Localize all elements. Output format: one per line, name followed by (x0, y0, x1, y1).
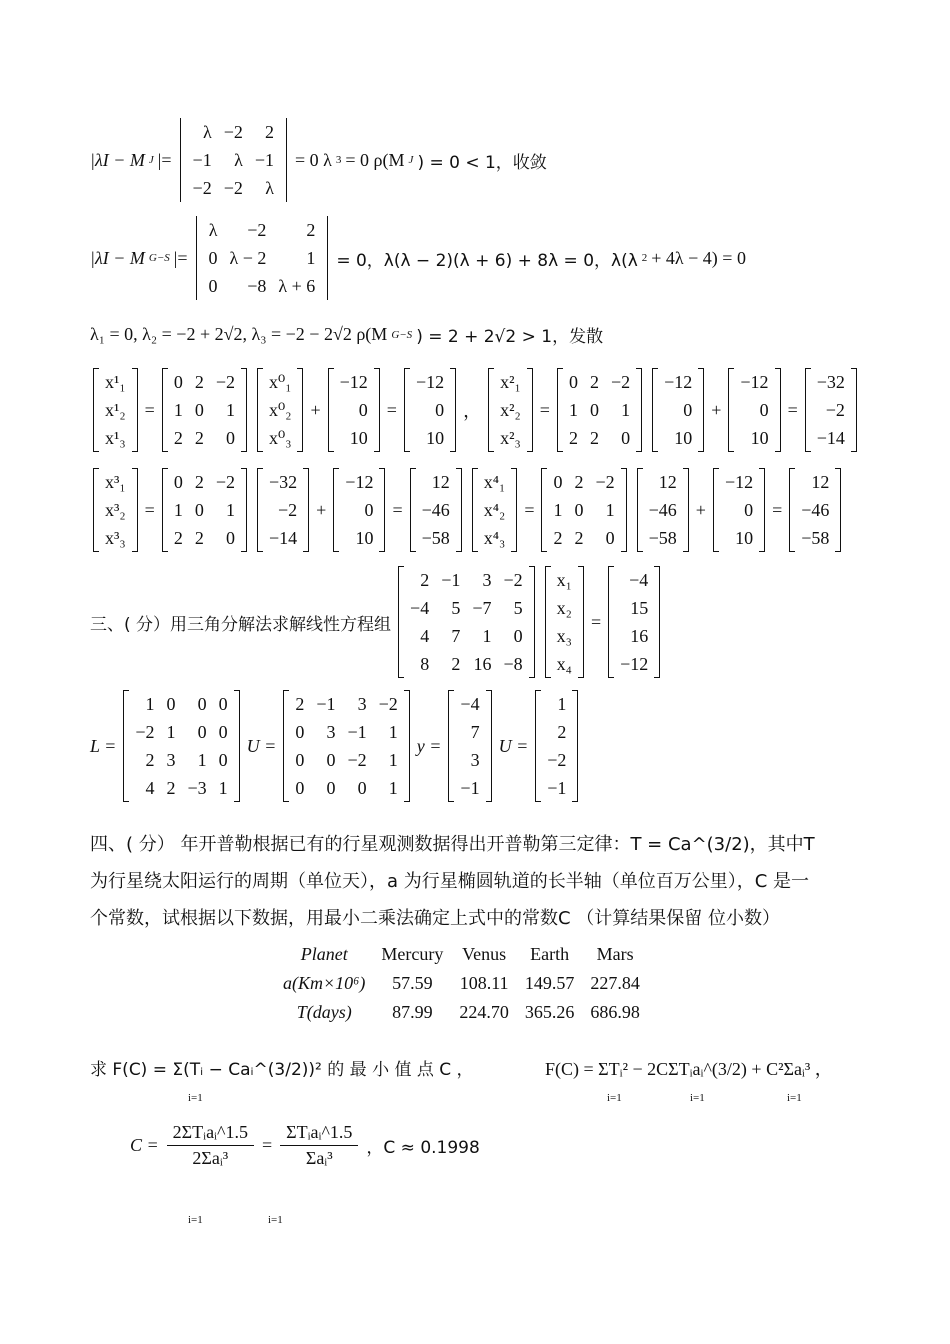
vector-cell: −12 (620, 653, 649, 674)
matrix-cell: 0 (326, 749, 336, 770)
matrix-cell: 3 (166, 749, 176, 770)
sol-expansion (545, 1055, 833, 1081)
matrix-cell: 2 (194, 527, 204, 548)
vector-cell: 12 (658, 471, 677, 492)
matrix-cell: 1 (482, 625, 492, 646)
matrix-cell: 1 (568, 399, 578, 420)
vector-cell: −14 (816, 427, 845, 448)
matrix-cell: 1 (145, 693, 155, 714)
matrix-cell: 2 (420, 569, 430, 590)
eq-mgs (90, 216, 746, 300)
vector-cell: x¹₂ (105, 399, 126, 420)
vector-cell: 12 (431, 471, 450, 492)
matrix-cell: 2 (145, 749, 155, 770)
matrix-cell: 0 (605, 527, 615, 548)
vector-cell: 0 (358, 399, 368, 420)
vector-cell: 10 (674, 427, 693, 448)
vector-cell: x⁰₃ (268, 427, 292, 448)
vector-cell: −12 (415, 371, 445, 392)
q3-label: 三、( 分）用三角分解法求解线性方程组 (90, 614, 392, 635)
y-label: y = (416, 735, 442, 756)
cell: −2 (192, 177, 212, 198)
q3-solution (90, 690, 581, 802)
vector-cell: x₂ (556, 597, 572, 618)
matrix-cell: 1 (225, 399, 235, 420)
matrix-cell: 0 (218, 721, 228, 742)
matrix-cell: 1 (605, 499, 615, 520)
operator: = (144, 399, 155, 420)
matrix-cell: −2 (503, 569, 523, 590)
matrix-cell: 0 (225, 527, 235, 548)
frac-2-den: Σaᵢ³ (305, 1148, 333, 1168)
vector-cell: −1 (547, 777, 567, 798)
vector-cell: x⁰₁ (268, 371, 292, 392)
cell: λ (202, 121, 212, 142)
planet-cell: Planet (300, 944, 348, 964)
vector-cell: 0 (683, 399, 693, 420)
matrix-cell: 0 (589, 399, 599, 420)
vec-r3 (410, 468, 462, 552)
sum-limit-1: i=1 (188, 1092, 203, 1104)
eq-mgs-rhs: = 0，λ(λ − 2)(λ + 6) + 8λ = 0，λ(λ (336, 250, 638, 271)
matrix-cell: −2 (215, 371, 235, 392)
matrix-cell: 1 (197, 749, 207, 770)
vector-cell: x₃ (556, 625, 572, 646)
cell: −1 (192, 149, 212, 170)
operator: + (695, 499, 706, 520)
vector-cell: −12 (345, 471, 374, 492)
q4-line3: 个常数，试根据以下数据，用最小二乘法确定上式中的常数C （计算结果保留 位小数） (90, 908, 781, 929)
matrix-cell: 0 (197, 693, 207, 714)
vec-x2-val (257, 468, 309, 552)
vector-cell: 12 (811, 471, 830, 492)
eigen-sub: G−S (391, 328, 413, 341)
sum-limit-4: i=1 (787, 1092, 802, 1104)
matrix-cell: −4 (410, 597, 430, 618)
matrix-cell: 0 (513, 625, 523, 646)
vector-cell: 10 (426, 427, 445, 448)
cell: λ − 2 (229, 247, 267, 268)
L-label: L = (90, 735, 117, 756)
vector-cell: −4 (460, 693, 480, 714)
matrix-cell: 2 (194, 371, 204, 392)
eq-mj-lhs: |λI − M (90, 149, 145, 170)
vector-cell: x⁴₁ (483, 471, 506, 492)
vector-cell: 15 (630, 597, 649, 618)
matrix-cell: 4 (420, 625, 430, 646)
matrix-cell: 2 (173, 427, 183, 448)
matrix-cell: −2 (135, 721, 155, 742)
vector-cell: x³₃ (105, 527, 126, 548)
matrix-cell: 3 (482, 569, 492, 590)
vec-solution (535, 690, 578, 802)
vector-cell: 7 (470, 721, 480, 742)
vector-cell: 0 (435, 399, 445, 420)
vector-cell: x²₁ (500, 371, 521, 392)
matrix-A (541, 468, 626, 552)
vector-cell: x⁴₃ (483, 527, 506, 548)
matrix-cell: 1 (388, 749, 398, 770)
vector-cell: −12 (724, 471, 754, 492)
vector-cell: −46 (421, 499, 450, 520)
vector-cell: x¹₃ (105, 427, 126, 448)
eq-mj (90, 118, 547, 202)
vec-x1 (93, 368, 138, 452)
matrix-cell: 8 (420, 653, 430, 674)
matrix-cell: −7 (472, 597, 492, 618)
matrix-cell: −8 (503, 653, 523, 674)
vector-cell: −1 (460, 777, 480, 798)
vector-cell: −4 (629, 569, 649, 590)
q4-text (90, 826, 870, 937)
eq-mj-rhs: = 0 λ (295, 149, 332, 170)
vec-b (713, 468, 765, 552)
vector-cell: −14 (268, 527, 298, 548)
matrix-cell: 16 (473, 653, 492, 674)
matrix-cell: 2 (194, 427, 204, 448)
matrix-cell: 1 (225, 499, 235, 520)
matrix-A (162, 368, 247, 452)
vector-cell: −58 (648, 527, 677, 548)
cell: 1 (306, 247, 316, 268)
vector-cell: x³₂ (105, 499, 126, 520)
vector-cell: x²₂ (500, 399, 521, 420)
cell: −2 (247, 219, 267, 240)
vector-cell: 10 (355, 527, 374, 548)
vector-cell: 10 (750, 427, 769, 448)
planet-cell: 365.26 (524, 1002, 575, 1022)
cell: −2 (223, 177, 243, 198)
matrix-cell: −2 (215, 471, 235, 492)
vec-y (448, 690, 491, 802)
matrix-cell: −1 (441, 569, 461, 590)
vector-cell: 3 (470, 749, 480, 770)
vector-cell: 10 (349, 427, 368, 448)
frac-1 (167, 1122, 254, 1169)
vector-cell: −12 (339, 371, 368, 392)
matrix-cell: 0 (295, 721, 305, 742)
matrix-cell: −2 (610, 371, 631, 392)
vec-r2 (805, 368, 857, 452)
operator: = (590, 611, 602, 632)
vec-r4 (789, 468, 841, 552)
matrix-cell: −1 (347, 721, 367, 742)
matrix-cell: 1 (388, 721, 398, 742)
matrix-cell: 1 (218, 777, 228, 798)
planet-cell: 686.98 (590, 1002, 640, 1022)
vec-q3-x (545, 566, 584, 678)
operator: = (524, 499, 535, 520)
matrix-L (123, 690, 239, 802)
planet-cell: Mercury (381, 944, 444, 964)
matrix-cell: 3 (357, 693, 367, 714)
c-lhs: C = (130, 1135, 159, 1155)
eq-mj-rhs3: ) = 0 < 1，收敛 (417, 152, 547, 173)
matrix-cell: −3 (187, 777, 207, 798)
sol-f: F(C) = ΣTᵢ² − 2CΣTᵢaᵢ^(3/2) + C²Σaᵢ³ ， (545, 1059, 833, 1079)
matrix-cell: 1 (173, 499, 183, 520)
matrix-cell: 1 (553, 499, 563, 520)
vector-cell: 0 (759, 399, 769, 420)
matrix-cell: 2 (574, 471, 584, 492)
vector-cell: 10 (735, 527, 754, 548)
eq-mj-rhs2: = 0 ρ(M (345, 149, 405, 170)
eq-mj-lhs2: |= (157, 149, 172, 170)
planet-cell: 108.11 (459, 973, 509, 993)
vector-cell: 0 (364, 499, 374, 520)
eq-mgs-lhs2: |= (173, 247, 188, 268)
sum-limit-5: i=1 (188, 1214, 203, 1226)
comma: ， (463, 401, 482, 421)
sum-limit-2: i=1 (607, 1092, 622, 1104)
vector-cell: −12 (664, 371, 693, 392)
vector-cell: 2 (557, 721, 567, 742)
vector-cell: x²₃ (500, 427, 521, 448)
eq-mgs-rhs2: + 4λ − 4) = 0 (651, 247, 746, 268)
planet-cell: Mars (596, 944, 634, 964)
cell: 0 (208, 275, 218, 296)
q4-line1: 四、( 分） 年开普勒根据已有的行星观测数据得出开普勒第三定律：T = Ca^(3/2)，其中T (90, 834, 815, 855)
vector-cell: −46 (801, 499, 830, 520)
det-mgs (196, 216, 329, 300)
planet-table (275, 940, 648, 1027)
sum-limit-6: i=1 (268, 1214, 283, 1226)
matrix-cell: 1 (621, 399, 631, 420)
eq-mj-sub: J (148, 154, 154, 166)
planet-cell: 149.57 (524, 973, 575, 993)
vec-x0 (257, 368, 304, 452)
matrix-cell: 4 (145, 777, 155, 798)
vec-x3-val (637, 468, 689, 552)
matrix-cell: 0 (621, 427, 631, 448)
sol-objective (90, 1055, 474, 1080)
U-label: U = (246, 735, 277, 756)
matrix-cell: 2 (451, 653, 461, 674)
matrix-cell: 0 (326, 777, 336, 798)
matrix-cell: −2 (595, 471, 615, 492)
matrix-cell: −2 (347, 749, 367, 770)
cell: λ (265, 177, 275, 198)
matrix-cell: 0 (295, 777, 305, 798)
vec-b (333, 468, 385, 552)
eq-mgs-lhs: |λI − M (90, 247, 145, 268)
vector-cell: −32 (268, 471, 298, 492)
planet-cell: 224.70 (459, 1002, 509, 1022)
cell: 2 (265, 121, 275, 142)
matrix-cell: 0 (357, 777, 367, 798)
matrix-cell: 0 (173, 471, 183, 492)
vector-cell: −2 (547, 749, 567, 770)
vec-b (328, 368, 380, 452)
q4-line2: 为行星绕太阳运行的周期（单位天），a 为行星椭圆轨道的长半轴（单位百万公里），C 是一 (90, 871, 810, 892)
cell: −2 (223, 121, 243, 142)
cell: −8 (247, 275, 267, 296)
vector-cell: −2 (825, 399, 845, 420)
eq-mj-sup: 3 (335, 154, 342, 166)
operator: = (144, 499, 155, 520)
vector-cell: x³₁ (105, 471, 126, 492)
frac-1-num: 2ΣTᵢaᵢ^1.5 (167, 1122, 254, 1146)
vec-r1 (404, 368, 456, 452)
matrix-U (283, 690, 409, 802)
planet-cell: a(Km×10⁶) (283, 973, 366, 993)
cell: 2 (306, 219, 316, 240)
matrix-cell: 2 (194, 471, 204, 492)
sol-q: 求 F(C) = Σ(Tᵢ − Caᵢ^(3/2))² 的 最 小 值 点 C ， (90, 1060, 474, 1080)
vector-cell: 0 (744, 499, 754, 520)
sol-c: C = $\frac{\text{2ΣTᵢaᵢ\textasciicircum{}1.5}}{\text{2Σaᵢ³}}$ = $\frac{\text{ΣTᵢaᵢ\textasciicircum{}1.5}}{\text{Σaᵢ³}}$ ，C ≈ 0.1998 (130, 1122, 480, 1168)
matrix-cell: 0 (218, 693, 228, 714)
matrix-cell: 0 (295, 749, 305, 770)
vector-cell: x₁ (556, 569, 572, 590)
vector-cell: x₄ (556, 653, 572, 674)
vector-cell: x¹₁ (105, 371, 126, 392)
planet-cell: 57.59 (392, 973, 433, 993)
U2-label: U = (498, 735, 529, 756)
cell: λ (234, 149, 243, 170)
eq-mj-sub2: J (408, 154, 414, 166)
vector-cell: x⁰₂ (268, 399, 292, 420)
matrix-cell: 0 (574, 499, 584, 520)
matrix-cell: 2 (173, 527, 183, 548)
matrix-q3-A (398, 566, 535, 678)
matrix-cell: 2 (166, 777, 176, 798)
matrix-cell: 0 (553, 471, 563, 492)
vector-cell: −58 (801, 527, 830, 548)
det-mj (180, 118, 287, 202)
matrix-cell: 0 (194, 399, 204, 420)
planet-cell: Earth (530, 944, 570, 964)
matrix-cell: 2 (589, 427, 599, 448)
matrix-cell: 7 (451, 625, 461, 646)
eigen-text: λ₁ = 0, λ₂ = −2 + 2√2, λ₃ = −2 − 2√2 ρ(M (90, 324, 388, 344)
c-result: ，C ≈ 0.1998 (366, 1138, 480, 1158)
iteration-row-2 (90, 468, 844, 552)
vector-cell: 16 (630, 625, 649, 646)
cell: 0 (208, 247, 218, 268)
eq-mgs-sub: G−S (148, 252, 170, 264)
matrix-cell: 0 (173, 371, 183, 392)
matrix-cell: 1 (173, 399, 183, 420)
matrix-cell: 2 (568, 427, 578, 448)
matrix-cell: −2 (378, 693, 398, 714)
matrix-cell: 2 (295, 693, 305, 714)
operator: = (392, 499, 403, 520)
matrix-cell: −1 (316, 693, 336, 714)
eigen-line (90, 322, 603, 347)
vec-x2 (488, 368, 533, 452)
matrix-cell: 5 (513, 597, 523, 618)
planet-header-row (275, 940, 648, 969)
matrix-cell: 0 (197, 721, 207, 742)
operator: + (316, 499, 327, 520)
matrix-cell: 2 (589, 371, 599, 392)
planet-a-row (275, 969, 648, 998)
matrix-cell: 2 (574, 527, 584, 548)
vector-cell: 1 (557, 693, 567, 714)
vector-cell: −46 (648, 499, 677, 520)
vec-x3 (93, 468, 138, 552)
vec-b (728, 368, 780, 452)
frac-2-num: ΣTᵢaᵢ^1.5 (280, 1122, 358, 1146)
operator: = (539, 399, 550, 420)
cell: λ + 6 (278, 275, 316, 296)
matrix-cell: 0 (166, 693, 176, 714)
sum-limit-3: i=1 (690, 1092, 705, 1104)
matrix-cell: 3 (326, 721, 336, 742)
eq-mgs-sup: 2 (641, 252, 648, 264)
vector-cell: −58 (421, 527, 450, 548)
vector-cell: −12 (740, 371, 769, 392)
frac-2 (280, 1122, 358, 1169)
planet-t-row (275, 998, 648, 1027)
cell: −1 (254, 149, 275, 170)
matrix-cell: 0 (194, 499, 204, 520)
matrix-A (557, 368, 642, 452)
q3-system (90, 566, 663, 678)
matrix-cell: 2 (553, 527, 563, 548)
cell: λ (208, 219, 218, 240)
vector-cell: x⁴₂ (483, 499, 506, 520)
frac-1-den: 2Σaᵢ³ (192, 1148, 229, 1168)
vector-cell: −32 (816, 371, 845, 392)
matrix-cell: 1 (166, 721, 176, 742)
matrix-cell: 0 (568, 371, 578, 392)
matrix-cell: 5 (451, 597, 461, 618)
planet-cell: T(days) (296, 1002, 352, 1022)
operator: = (787, 399, 798, 420)
matrix-cell: 0 (225, 427, 235, 448)
eigen-text2: ) = 2 + 2√2 > 1，发散 (416, 327, 604, 347)
vec-x4 (472, 468, 518, 552)
vector-cell: −2 (277, 499, 298, 520)
operator: = (386, 399, 397, 420)
planet-cell: 87.99 (392, 1002, 433, 1022)
vec-q3-b (608, 566, 660, 678)
operator: = (772, 499, 783, 520)
iteration-row-1 (90, 368, 860, 452)
matrix-A (162, 468, 247, 552)
matrix-cell: 1 (388, 777, 398, 798)
operator: + (711, 399, 722, 420)
matrix-cell: 0 (218, 749, 228, 770)
operator: + (310, 399, 321, 420)
planet-cell: Venus (462, 944, 507, 964)
vec-x1-val (652, 368, 704, 452)
planet-cell: 227.84 (590, 973, 640, 993)
